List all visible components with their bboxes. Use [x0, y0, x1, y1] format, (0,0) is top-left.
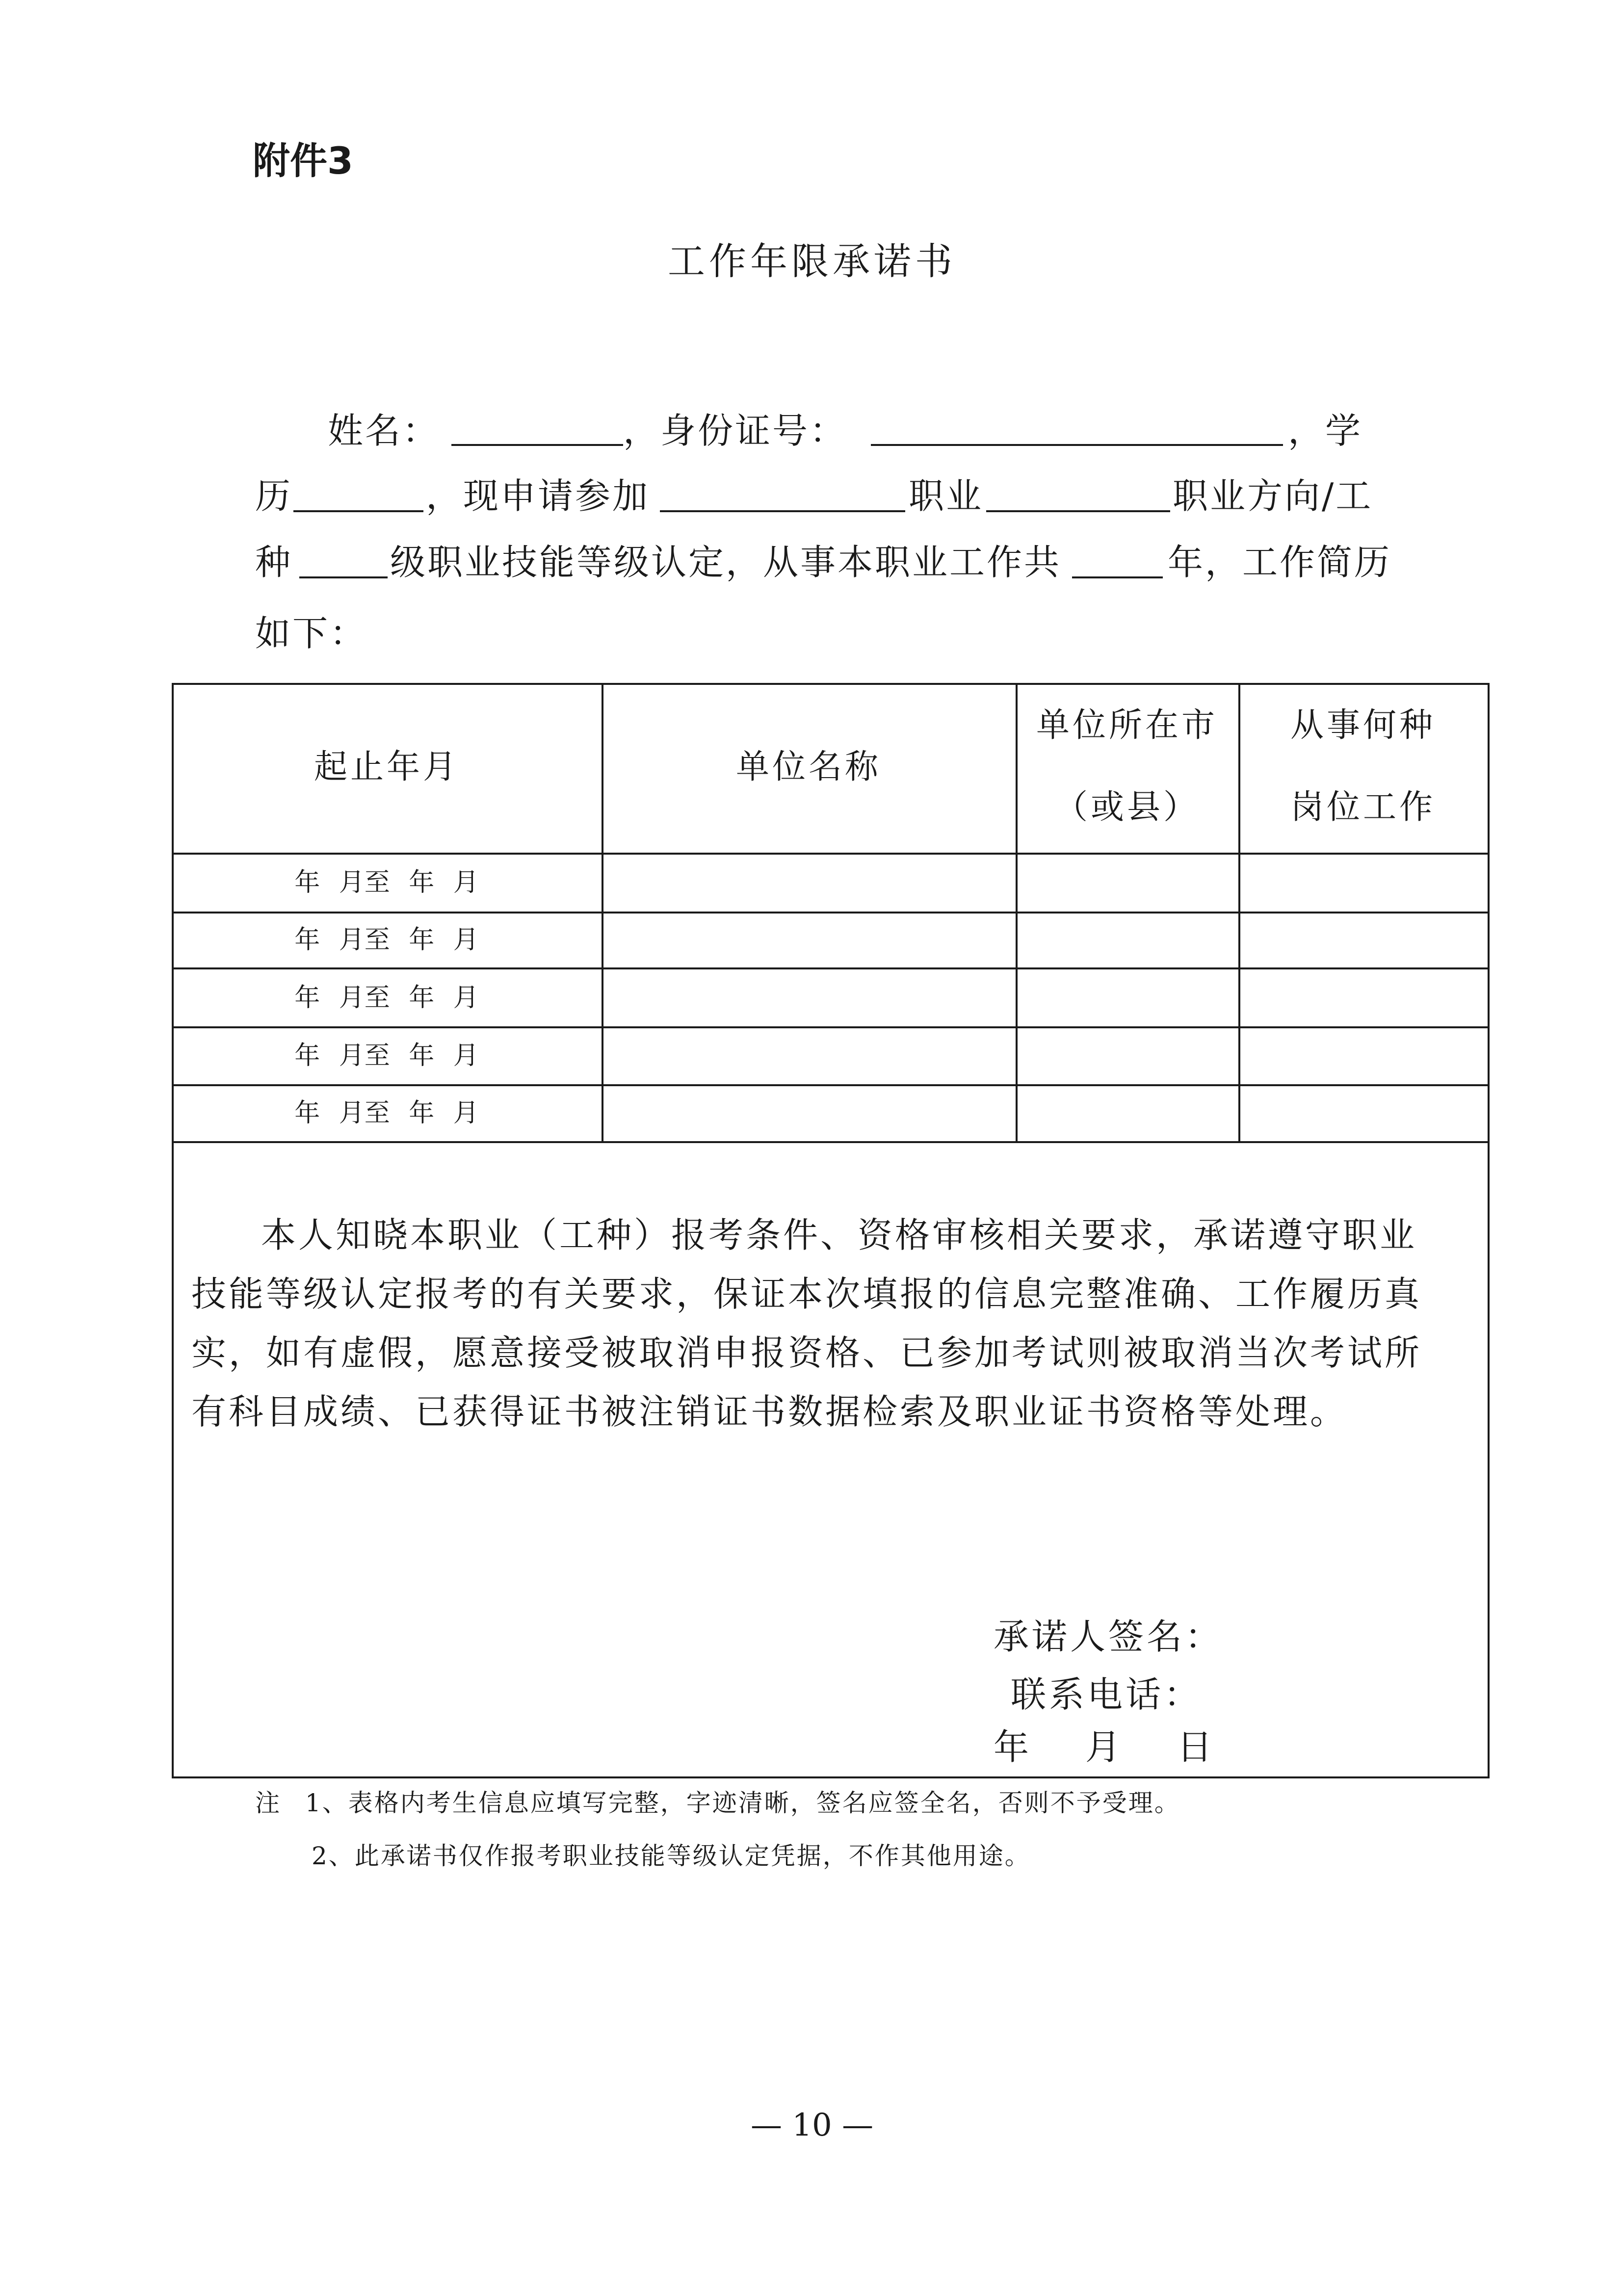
- table-row-divider: [172, 912, 1490, 913]
- note-line: 注 1、表格内考生信息应填写完整，字迹清晰，签名应签全名，否则不予受理。: [255, 1789, 1180, 1817]
- apply-label: ，现申请参加: [426, 475, 650, 517]
- date-label: 年 月 日: [994, 1726, 1215, 1768]
- direction-label-part2: 种: [255, 542, 293, 583]
- years-label: 年，工作简历: [1168, 542, 1392, 583]
- years-blank[interactable]: [1072, 576, 1163, 578]
- signature-label: 承诺人签名：: [994, 1616, 1224, 1657]
- phone-label: 联系电话：: [1011, 1674, 1203, 1715]
- table-header-divider: [172, 853, 1490, 855]
- header-city-line2: （或县）: [1054, 788, 1200, 827]
- table-row-divider: [172, 1026, 1490, 1028]
- table-column-divider: [1016, 683, 1018, 1143]
- table-row-period: 年 月至 年 月: [294, 1041, 479, 1070]
- header-position-line2: 岗位工作: [1290, 788, 1436, 827]
- page-number: — 10 —: [750, 2107, 874, 2143]
- direction-label-part1: 职业方向/工: [1173, 475, 1373, 517]
- level-blank[interactable]: [299, 576, 388, 578]
- occupation-label: 职业: [909, 475, 984, 517]
- following-label: 如下：: [255, 613, 367, 654]
- header-city-line1: 单位所在市: [1036, 706, 1218, 745]
- education-label-part1: ，学: [1288, 410, 1363, 451]
- table-row-period: 年 月至 年 月: [294, 1098, 479, 1128]
- education-label-part2: 历: [255, 475, 293, 517]
- table-rows-bottom: [172, 1141, 1490, 1143]
- table-row-period: 年 月至 年 月: [294, 983, 479, 1013]
- pledge-text-line: 本人知晓本职业（工种）报考条件、资格审核相关要求，承诺遵守职业: [261, 1215, 1417, 1255]
- name-label: 姓名：: [328, 410, 440, 451]
- direction-blank[interactable]: [986, 510, 1170, 512]
- table-border-bottom: [172, 1776, 1490, 1778]
- name-blank[interactable]: [451, 444, 623, 446]
- table-border-top: [172, 683, 1490, 685]
- pledge-text-line: 实，如有虚假，愿意接受被取消申报资格、已参加考试则被取消当次考试所: [191, 1332, 1422, 1373]
- table-border-left: [172, 683, 174, 1778]
- pledge-text-line: 有科目成绩、已获得证书被注销证书数据检索及职业证书资格等处理。: [191, 1391, 1348, 1432]
- table-row-divider: [172, 967, 1490, 969]
- header-unit-name: 单位名称: [735, 748, 881, 786]
- occupation-blank[interactable]: [660, 510, 905, 512]
- header-position-line1: 从事何种: [1290, 706, 1436, 745]
- attachment-label: 附件3: [253, 139, 353, 183]
- note-line: 2、此承诺书仅作报考职业技能等级认定凭据，不作其他用途。: [312, 1842, 1031, 1870]
- level-label: 级职业技能等级认定，从事本职业工作共: [390, 542, 1062, 583]
- table-row-period: 年 月至 年 月: [294, 868, 479, 897]
- table-column-divider: [1238, 683, 1240, 1143]
- pledge-text-line: 技能等级认定报考的有关要求，保证本次填报的信息完整准确、工作履历真: [191, 1274, 1422, 1314]
- header-period: 起止年月: [314, 748, 459, 786]
- table-border-right: [1488, 683, 1490, 1778]
- table-row-period: 年 月至 年 月: [294, 925, 479, 955]
- id-number-blank[interactable]: [871, 444, 1283, 446]
- table-row-divider: [172, 1084, 1490, 1086]
- id-number-label: ，身份证号：: [623, 410, 847, 451]
- education-blank[interactable]: [293, 510, 423, 512]
- document-title: 工作年限承诺书: [668, 239, 956, 283]
